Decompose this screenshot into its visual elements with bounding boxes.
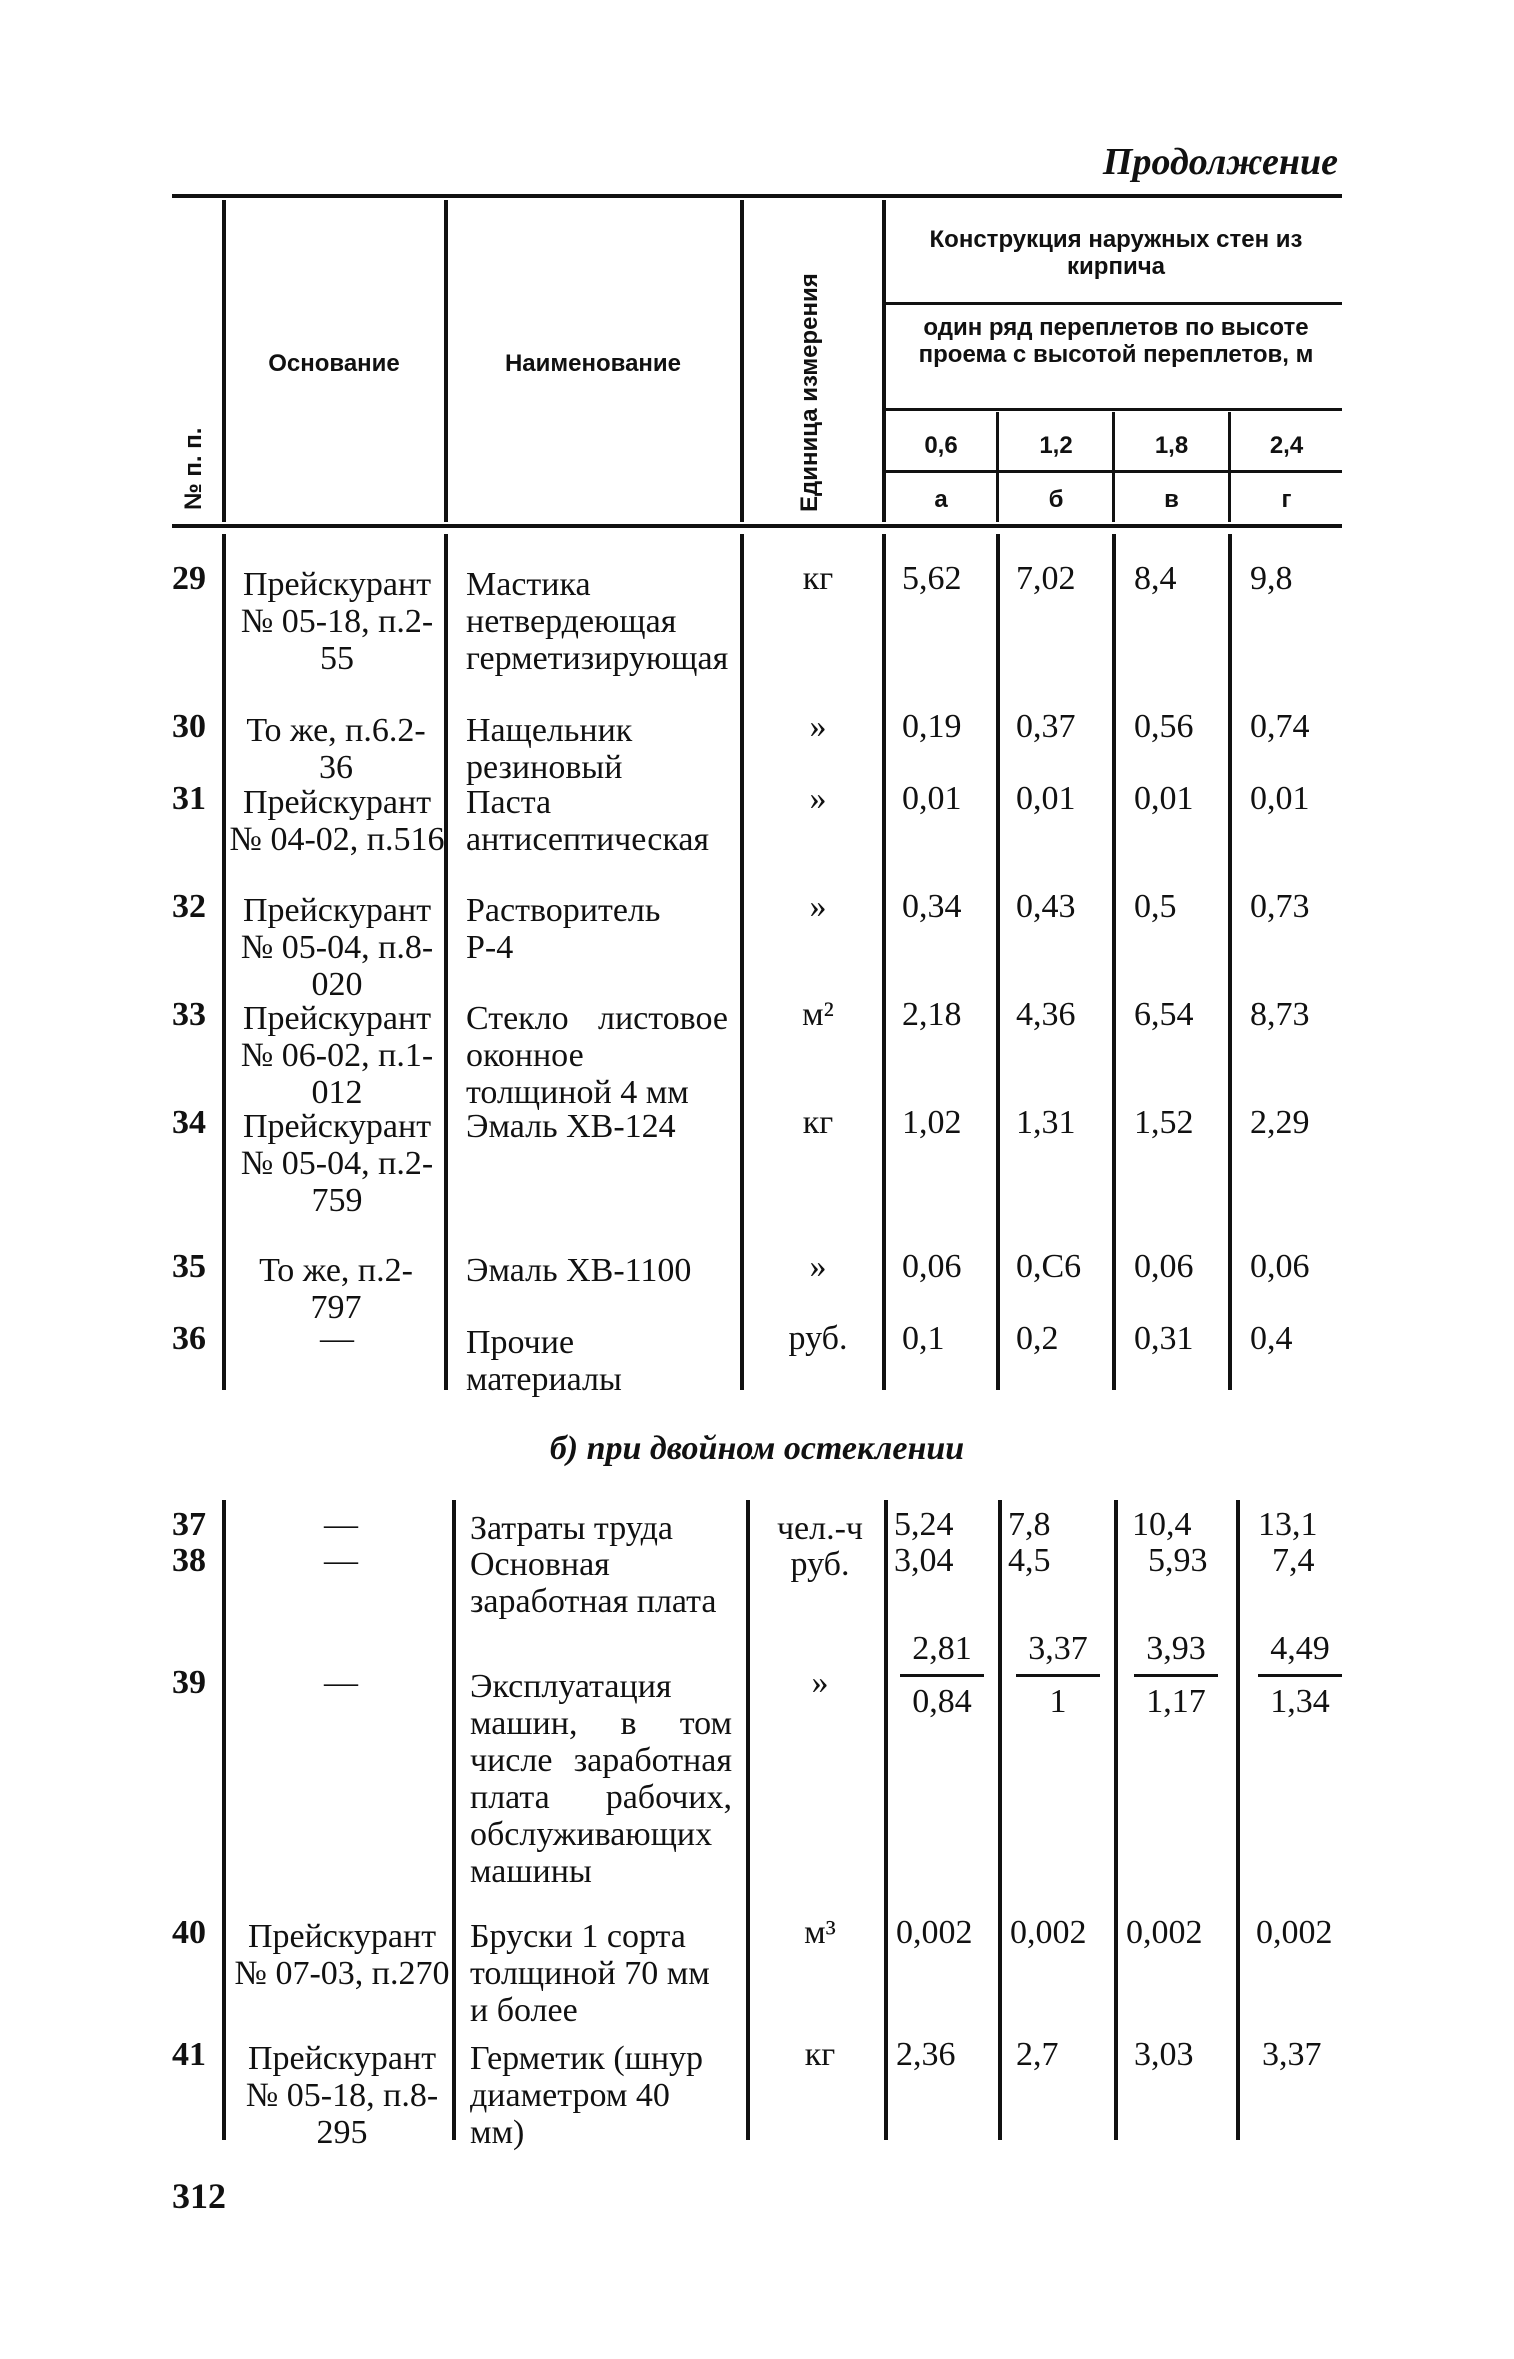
value-b: 7,8 bbox=[1008, 1506, 1051, 1543]
value-c: 0,56 bbox=[1134, 708, 1194, 745]
value-b: 4,5 bbox=[1008, 1542, 1051, 1579]
col-num-header: № п. п. bbox=[180, 427, 207, 510]
row-name: Эмаль ХВ-1100 bbox=[466, 1252, 692, 1289]
row-unit: кг bbox=[802, 1104, 834, 1141]
table-header-bottom-rule bbox=[172, 524, 1342, 528]
letter-header: б bbox=[1048, 486, 1064, 513]
row-name: Затраты труда bbox=[470, 1510, 674, 1547]
value-a: 0,06 bbox=[902, 1248, 962, 1285]
letter-header: в bbox=[1164, 486, 1179, 513]
value-d: 9,8 bbox=[1250, 560, 1293, 597]
row-unit: руб. bbox=[788, 1320, 848, 1357]
body-vline bbox=[884, 1500, 888, 2140]
row-unit: чел.-ч bbox=[776, 1510, 864, 1547]
row-number: 37 bbox=[172, 1506, 206, 1543]
value-a: 5,62 bbox=[902, 560, 962, 597]
denominator: 1 bbox=[1049, 1683, 1067, 1720]
value-c: 0,002 bbox=[1126, 1914, 1203, 1951]
row-basis: То же, п.6.2-36 bbox=[246, 712, 426, 786]
row-name: Стекло листовое оконное толщиной 4 мм bbox=[466, 1000, 728, 1111]
denominator: 1,17 bbox=[1146, 1683, 1206, 1720]
body-vline bbox=[882, 534, 886, 1390]
header-vline bbox=[882, 200, 886, 522]
value-d: 0,4 bbox=[1250, 1320, 1293, 1357]
row-basis: — bbox=[324, 1664, 358, 1701]
row-name: Нащельник резиновый bbox=[466, 712, 633, 786]
value-a: 0,34 bbox=[902, 888, 962, 925]
value-c: 3,03 bbox=[1134, 2036, 1194, 2073]
row-number: 34 bbox=[172, 1104, 206, 1141]
row-number: 39 bbox=[172, 1664, 206, 1701]
value-c: 0,31 bbox=[1134, 1320, 1194, 1357]
row-number: 30 bbox=[172, 708, 206, 745]
table-top-rule bbox=[172, 194, 1342, 198]
fraction-line bbox=[1258, 1674, 1342, 1677]
row-unit: » bbox=[809, 1248, 827, 1285]
value-d: 0,002 bbox=[1256, 1914, 1333, 1951]
value-a: 3,04 bbox=[894, 1542, 954, 1579]
row-basis: — bbox=[324, 1506, 358, 1543]
value-a: 0,002 bbox=[896, 1914, 973, 1951]
row-number: 41 bbox=[172, 2036, 206, 2073]
value-a: 0,01 bbox=[902, 780, 962, 817]
body-vline bbox=[452, 1500, 456, 2140]
row-name: Паста антисептическая bbox=[466, 784, 710, 858]
value-c: 0,01 bbox=[1134, 780, 1194, 817]
row-number: 36 bbox=[172, 1320, 206, 1357]
value-a: 2,18 bbox=[902, 996, 962, 1033]
row-basis: — bbox=[320, 1320, 354, 1357]
row-basis: Прейскурант № 05-18, п.2-55 bbox=[240, 566, 434, 677]
header-vline bbox=[996, 412, 999, 522]
row-number: 40 bbox=[172, 1914, 206, 1951]
value-a: 0,19 bbox=[902, 708, 962, 745]
row-number: 35 bbox=[172, 1248, 206, 1285]
value-c: 6,54 bbox=[1134, 996, 1194, 1033]
body-vline bbox=[1228, 534, 1232, 1390]
row-name: Мастика нетвердеющая герметизирующая bbox=[466, 566, 729, 677]
group-rule bbox=[886, 302, 1342, 305]
value-b: 0,2 bbox=[1016, 1320, 1059, 1357]
value-b: 0,43 bbox=[1016, 888, 1076, 925]
row-basis: Прейскурант № 07-03, п.270 bbox=[234, 1918, 450, 1992]
body-vline bbox=[998, 1500, 1002, 2140]
fraction-line bbox=[1016, 1674, 1100, 1677]
continued-label: Продолжение bbox=[1102, 141, 1338, 183]
row-name: Бруски 1 сорта толщиной 70 мм и более bbox=[470, 1918, 710, 2029]
row-number: 31 bbox=[172, 780, 206, 817]
value-d: 0,73 bbox=[1250, 888, 1310, 925]
row-basis: Прейскурант № 05-18, п.8-295 bbox=[245, 2040, 439, 2151]
row-number: 38 bbox=[172, 1542, 206, 1579]
value-d: 0,01 bbox=[1250, 780, 1310, 817]
row-name: Основная заработная плата bbox=[470, 1546, 717, 1620]
col-name-header: Наименование bbox=[504, 350, 682, 377]
row-unit: » bbox=[809, 888, 827, 925]
row-basis: — bbox=[324, 1542, 358, 1579]
body-vline bbox=[746, 1500, 750, 2140]
row-name: Растворитель Р-4 bbox=[466, 892, 661, 966]
height-header: 0,6 bbox=[924, 432, 958, 459]
value-c: 10,4 bbox=[1132, 1506, 1192, 1543]
body-vline bbox=[1112, 534, 1116, 1390]
value-c: 1,52 bbox=[1134, 1104, 1194, 1141]
body-vline bbox=[222, 1500, 226, 2140]
fraction-b bbox=[1016, 1630, 1100, 1721]
numerator: 2,81 bbox=[912, 1630, 972, 1667]
value-b: 4,36 bbox=[1016, 996, 1076, 1033]
value-d: 7,4 bbox=[1272, 1542, 1315, 1579]
value-c: 0,5 bbox=[1134, 888, 1177, 925]
value-a: 5,24 bbox=[894, 1506, 954, 1543]
fraction-line bbox=[900, 1674, 984, 1677]
section-b-title: б) при двойном остеклении bbox=[549, 1430, 965, 1467]
row-name: Эксплуатация машин, в том числе заработная плата рабочих, обслуживающих машины bbox=[470, 1668, 732, 1890]
row-unit: » bbox=[811, 1664, 829, 1701]
value-c: 8,4 bbox=[1134, 560, 1177, 597]
value-b: 0,01 bbox=[1016, 780, 1076, 817]
row-unit: » bbox=[809, 780, 827, 817]
body-vline bbox=[740, 534, 744, 1390]
row-name: Эмаль ХВ-124 bbox=[466, 1108, 676, 1145]
value-d: 13,1 bbox=[1258, 1506, 1318, 1543]
row-basis: Прейскурант № 05-04, п.2-759 bbox=[240, 1108, 434, 1219]
value-a: 1,02 bbox=[902, 1104, 962, 1141]
row-basis: Прейскурант № 04-02, п.516 bbox=[229, 784, 445, 858]
body-vline bbox=[1114, 1500, 1118, 2140]
row-name: Герметик (шнур диаметром 40 мм) bbox=[470, 2040, 704, 2151]
body-vline bbox=[1236, 1500, 1240, 2140]
subgroup-rule bbox=[886, 408, 1342, 411]
letter-header: а bbox=[934, 486, 948, 513]
row-basis: Прейскурант № 05-04, п.8-020 bbox=[240, 892, 434, 1003]
header-vline bbox=[740, 200, 744, 522]
subgroup-header: один ряд переплетов по высоте проема с высотой переплетов, м bbox=[918, 314, 1314, 368]
height-header: 1,8 bbox=[1154, 432, 1189, 459]
numerator: 4,49 bbox=[1270, 1630, 1330, 1667]
numerator: 3,37 bbox=[1028, 1630, 1088, 1667]
denominator: 0,84 bbox=[912, 1683, 972, 1720]
height-header: 1,2 bbox=[1039, 432, 1073, 459]
page-number: 312 bbox=[172, 2176, 226, 2216]
row-number: 33 bbox=[172, 996, 206, 1033]
value-a: 0,1 bbox=[902, 1320, 945, 1357]
value-a: 2,36 bbox=[896, 2036, 956, 2073]
row-unit: м³ bbox=[804, 1914, 836, 1951]
fraction-line bbox=[1134, 1674, 1218, 1677]
numerator: 3,93 bbox=[1146, 1630, 1206, 1667]
row-basis: Прейскурант № 06-02, п.1-012 bbox=[240, 1000, 434, 1111]
value-b: 2,7 bbox=[1016, 2036, 1059, 2073]
denominator: 1,34 bbox=[1270, 1683, 1330, 1720]
value-b: 7,02 bbox=[1016, 560, 1076, 597]
fraction-c bbox=[1134, 1630, 1218, 1721]
body-vline bbox=[996, 534, 1000, 1390]
col-basis-header: Основание bbox=[268, 350, 400, 377]
row-basis: То же, п.2-797 bbox=[259, 1252, 413, 1326]
row-unit: кг bbox=[804, 2036, 836, 2073]
value-b: 1,31 bbox=[1016, 1104, 1076, 1141]
value-d: 0,06 bbox=[1250, 1248, 1310, 1285]
row-name: Прочие материалы bbox=[466, 1324, 622, 1398]
value-d: 8,73 bbox=[1250, 996, 1310, 1033]
value-d: 3,37 bbox=[1262, 2036, 1322, 2073]
value-b: 0,002 bbox=[1010, 1914, 1087, 1951]
group-header: Конструкция наружных стен из кирпича bbox=[929, 226, 1303, 280]
value-c: 5,93 bbox=[1148, 1542, 1208, 1579]
row-unit: руб. bbox=[790, 1546, 850, 1583]
value-d: 0,74 bbox=[1250, 708, 1310, 745]
letter-header: г bbox=[1281, 486, 1292, 513]
value-b: 0,37 bbox=[1016, 708, 1076, 745]
row-unit: кг bbox=[802, 560, 834, 597]
value-d: 2,29 bbox=[1250, 1104, 1310, 1141]
fraction-a bbox=[900, 1630, 984, 1721]
fraction-d bbox=[1258, 1630, 1342, 1721]
height-header: 2,4 bbox=[1269, 432, 1304, 459]
value-c: 0,06 bbox=[1134, 1248, 1194, 1285]
col-unit-header: Единица измерения bbox=[796, 273, 823, 512]
row-number: 29 bbox=[172, 560, 206, 597]
row-unit: м² bbox=[802, 996, 834, 1033]
row-unit: » bbox=[809, 708, 827, 745]
value-b: 0,С6 bbox=[1016, 1248, 1082, 1285]
row-number: 32 bbox=[172, 888, 206, 925]
